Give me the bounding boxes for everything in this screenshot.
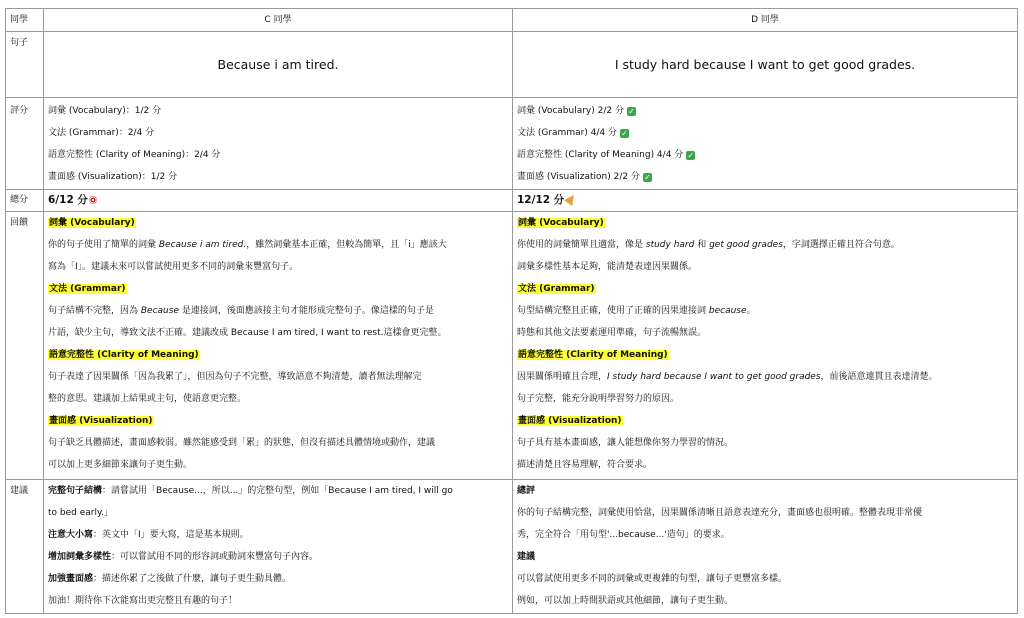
header-student-c: C 同學 bbox=[44, 9, 513, 32]
d-suggest-cell bbox=[513, 480, 1018, 614]
feedback-label: 回饋 bbox=[6, 212, 44, 480]
check-mark-icon: ✓ bbox=[621, 129, 628, 138]
d-visual-heading: 畫面感 (Visualization) bbox=[518, 416, 622, 426]
c-suggest-2: 注意大小寫：英文中「I」要大寫，這是基本規則。 bbox=[48, 530, 249, 540]
d-clarity-line2: 句子完整，能充分說明學習努力的原因。 bbox=[517, 394, 680, 404]
total-row bbox=[6, 190, 1018, 212]
c-total-score: 6/12 分 bbox=[48, 194, 88, 206]
header-row bbox=[6, 9, 1018, 32]
d-grammar-line2: 時態和其他文法要素運用準確，句子流暢無誤。 bbox=[517, 328, 707, 338]
d-vocab-line2: 詞彙多樣性基本足夠，能清楚表達因果關係。 bbox=[517, 262, 698, 272]
d-total-cell bbox=[513, 190, 1018, 212]
rating-row bbox=[6, 98, 1018, 190]
c-visual-heading: 畫面感 (Visualization) bbox=[49, 416, 153, 426]
c-visual-line1: 句子缺乏具體描述，畫面感較弱。雖然能感受到「累」的狀態，但沒有描述具體情境或動作，建議 bbox=[48, 438, 436, 448]
d-feedback-cell bbox=[513, 212, 1018, 480]
c-rating-cell bbox=[44, 98, 513, 190]
suggest-label: 建議 bbox=[6, 480, 44, 614]
d-visual-line2: 描述清楚且容易理解，符合要求。 bbox=[517, 460, 653, 470]
c-sentence: Because i am tired. bbox=[44, 32, 513, 98]
c-clarity-heading: 語意完整性 (Clarity of Meaning) bbox=[49, 350, 199, 360]
d-review-line2: 秀，完全符合「用句型'...because...'造句」的要求。 bbox=[517, 530, 730, 540]
d-advice-line2: 例如，可以加上時間狀語或其他細節，讓句子更生動。 bbox=[517, 596, 734, 606]
d-advice-heading: 建議 bbox=[517, 552, 536, 562]
c-vocab-line1: 你的句子使用了簡單的詞彙 Because i am tired.，雖然詞彙基本正確，但較為簡單，且「i」應該大 bbox=[48, 240, 447, 250]
check-mark-icon: ✓ bbox=[687, 151, 695, 160]
c-feedback-cell bbox=[44, 212, 513, 480]
c-suggest-1: 完整句子結構：請嘗試用「Because...，所以...」的完整句型，例如「Because I am tired, I will go bbox=[48, 486, 453, 496]
c-closing: 加油！期待你下次能寫出更完整且有趣的句子！ bbox=[48, 596, 238, 606]
d-total-score: 12/12 分 bbox=[517, 194, 565, 206]
c-vocab-line2: 寫為「I」。建議未來可以嘗試使用更多不同的詞彙來豐富句子。 bbox=[48, 262, 299, 272]
d-rating-clarity-line bbox=[517, 144, 1013, 166]
feedback-table bbox=[5, 8, 1018, 614]
d-review-line1: 你的句子結構完整，詞彙使用恰當，因果關係清晰且語意表達充分，畫面感也很明確。整體表現非常優 bbox=[517, 508, 923, 518]
d-visual-line1: 句子具有基本畫面感，讓人能想像你努力學習的情況。 bbox=[517, 438, 734, 448]
c-suggest-cell bbox=[44, 480, 513, 614]
d-rating-cell bbox=[513, 98, 1018, 190]
c-rating-grammar: 文法 (Grammar)：2/4 分 bbox=[48, 128, 155, 138]
check-mark-icon: ✓ bbox=[644, 173, 651, 182]
c-suggest-4: 加強畫面感：描述你累了之後做了什麼，讓句子更生動具體。 bbox=[48, 574, 292, 584]
d-vocab-heading: 詞彙 (Vocabulary) bbox=[518, 218, 604, 228]
c-grammar-line2: 片語，缺少主句，導致文法不正確。建議改成 Because I am tired, I want to rest.這樣會更完整。 bbox=[48, 328, 447, 338]
d-rating-vocab: 詞彙 (Vocabulary) 2/2 分 bbox=[517, 106, 624, 116]
d-review-heading: 總評 bbox=[517, 486, 536, 496]
c-clarity-line2: 整的意思。建議加上結果或主句，使語意更完整。 bbox=[48, 394, 247, 404]
dart-target-icon bbox=[89, 196, 97, 204]
party-popper-icon bbox=[564, 192, 578, 206]
check-mark-icon: ✓ bbox=[628, 107, 635, 116]
d-sentence: I study hard because I want to get good grades. bbox=[513, 32, 1018, 98]
d-rating-grammar-line bbox=[517, 122, 1013, 144]
d-rating-vocab-line bbox=[517, 100, 1013, 122]
d-advice-line1: 可以嘗試使用更多不同的詞彙或更複雜的句型，讓句子更豐富多樣。 bbox=[517, 574, 788, 584]
header-student-label: 同學 bbox=[6, 9, 44, 32]
d-rating-clarity: 語意完整性 (Clarity of Meaning) 4/4 分 bbox=[517, 150, 684, 160]
c-rating-vocab: 詞彙 (Vocabulary)：1/2 分 bbox=[48, 106, 162, 116]
d-rating-grammar: 文法 (Grammar) 4/4 分 bbox=[517, 128, 618, 138]
sentence-row bbox=[6, 32, 1018, 98]
c-clarity-line1: 句子表達了因果關係「因為我累了」，但因為句子不完整，導致語意不夠清楚，讀者無法理解完 bbox=[48, 372, 422, 382]
d-rating-visual-line bbox=[517, 166, 1013, 188]
c-suggest-3: 增加詞彙多樣性：可以嘗試用不同的形容詞或動詞來豐富句子內容。 bbox=[48, 552, 319, 562]
c-rating-clarity: 語意完整性 (Clarity of Meaning)：2/4 分 bbox=[48, 150, 221, 160]
suggest-row bbox=[6, 480, 1018, 614]
c-total-cell bbox=[44, 190, 513, 212]
c-rating-visual: 畫面感 (Visualization)：1/2 分 bbox=[48, 172, 178, 182]
c-grammar-heading: 文法 (Grammar) bbox=[49, 284, 126, 294]
c-grammar-line1: 句子結構不完整，因為 Because 是連接詞，後面應該接主句才能形成完整句子。像這樣的句子是 bbox=[48, 306, 434, 316]
d-rating-visual: 畫面感 (Visualization) 2/2 分 bbox=[517, 172, 640, 182]
d-clarity-heading: 語意完整性 (Clarity of Meaning) bbox=[518, 350, 668, 360]
d-grammar-line1: 句型結構完整且正確，使用了正確的因果連接詞 because。 bbox=[517, 306, 756, 316]
rating-label: 評分 bbox=[6, 98, 44, 190]
total-label: 總分 bbox=[6, 190, 44, 212]
d-grammar-heading: 文法 (Grammar) bbox=[518, 284, 595, 294]
c-visual-line2: 可以加上更多細節來讓句子更生動。 bbox=[48, 460, 193, 470]
d-vocab-line1: 你使用的詞彙簡單且適當，像是 study hard 和 get good grades，字詞選擇正確且符合句意。 bbox=[517, 240, 900, 250]
c-vocab-heading: 詞彙 (Vocabulary) bbox=[49, 218, 135, 228]
feedback-row bbox=[6, 212, 1018, 480]
header-student-d: D 同學 bbox=[513, 9, 1018, 32]
sentence-label: 句子 bbox=[6, 32, 44, 98]
d-clarity-line1: 因果關係明確且合理，I study hard because I want to get good grades，前後語意連貫且表達清楚。 bbox=[517, 372, 938, 382]
c-suggest-1b: to bed early.」 bbox=[48, 508, 113, 518]
